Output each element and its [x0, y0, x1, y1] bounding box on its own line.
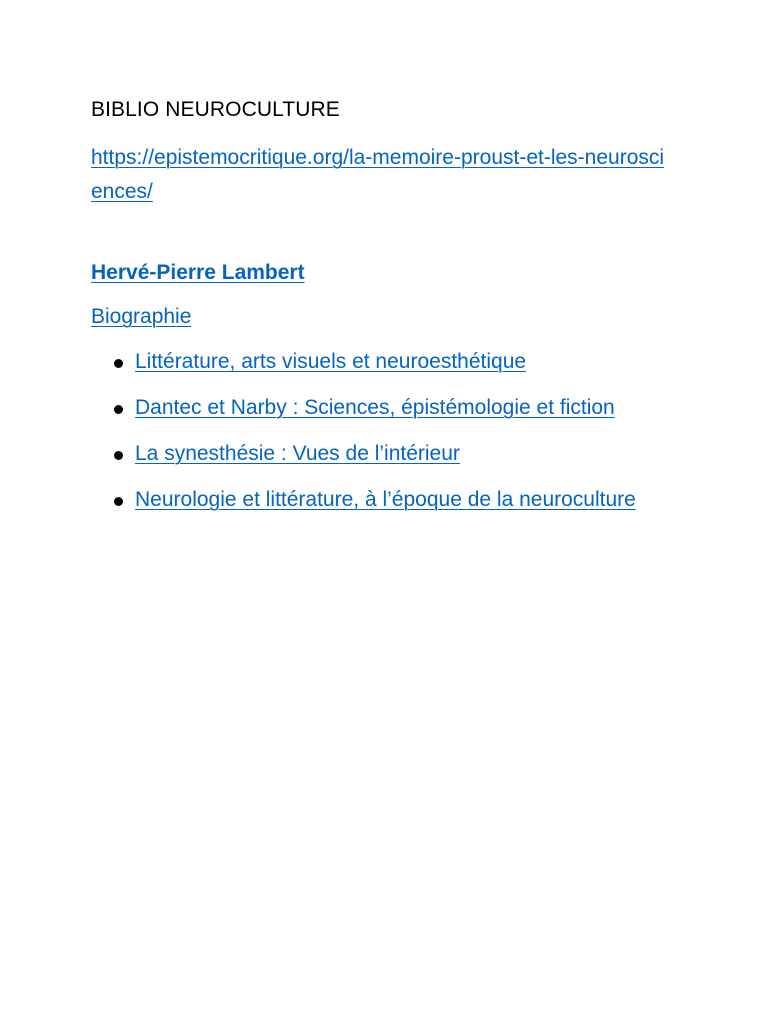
document-content [91, 96, 691, 529]
bullet-icon [114, 497, 123, 506]
article-link[interactable]: Neurologie et littérature, à l’époque de la neuroculture [135, 488, 636, 511]
bullet-icon [114, 359, 123, 368]
bullet-icon [114, 451, 123, 460]
biography-link[interactable]: Biographie [91, 305, 192, 328]
document-heading: BIBLIO NEUROCULTURE [91, 98, 340, 121]
list-item [91, 345, 675, 379]
list-item [91, 437, 675, 471]
list-item [91, 391, 675, 425]
list-item [91, 483, 675, 517]
article-link[interactable]: La synesthésie : Vues de l’intérieur [135, 442, 460, 465]
article-link[interactable]: Dantec et Narby : Sciences, épistémologie et fiction [135, 396, 615, 419]
bullet-icon [114, 405, 123, 414]
article-list [91, 345, 691, 517]
article-link[interactable]: Littérature, arts visuels et neuroesthétique [135, 350, 527, 373]
source-url-link[interactable]: https://epistemocritique.org/la-memoire-proust-et-les-neurosciences/ [91, 146, 665, 203]
author-link[interactable]: Hervé-Pierre Lambert [91, 261, 305, 284]
